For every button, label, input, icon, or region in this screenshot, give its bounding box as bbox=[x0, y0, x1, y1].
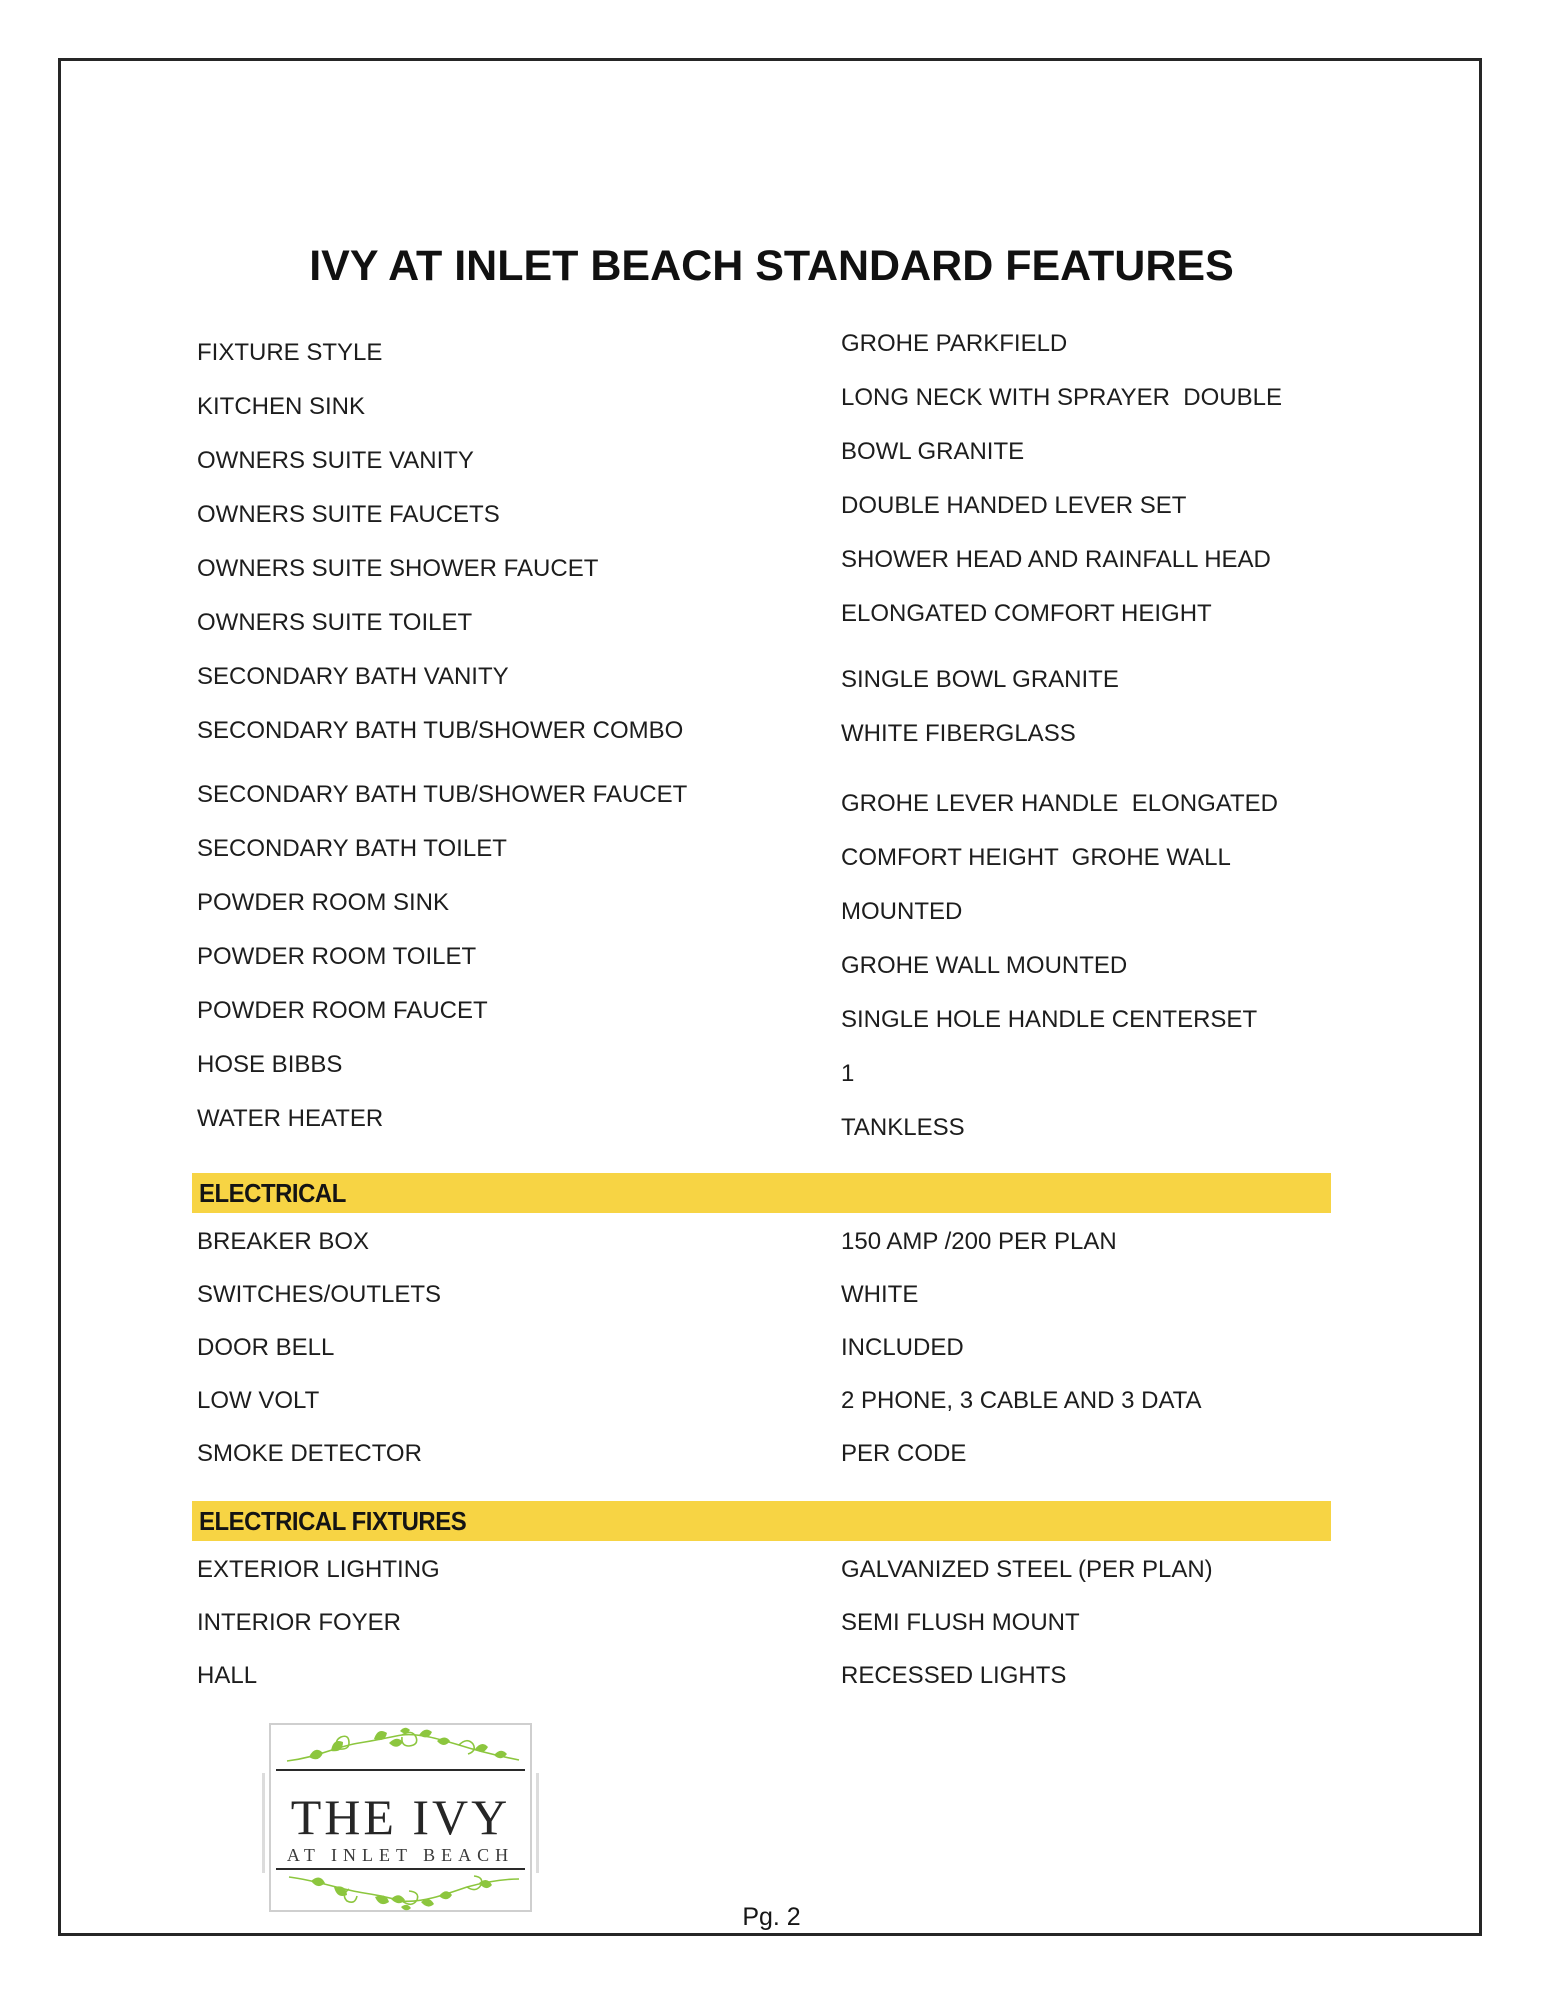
feature-value: WHITE FIBERGLASS bbox=[841, 720, 1076, 747]
row-value: SEMI FLUSH MOUNT bbox=[841, 1609, 1080, 1636]
feature-value: ELONGATED COMFORT HEIGHT bbox=[841, 600, 1212, 627]
row-value: 2 PHONE, 3 CABLE AND 3 DATA bbox=[841, 1387, 1202, 1414]
row-label: DOOR BELL bbox=[197, 1334, 335, 1361]
row-value: INCLUDED bbox=[841, 1334, 964, 1361]
feature-value: 1 bbox=[841, 1060, 855, 1087]
feature-label: FIXTURE STYLE bbox=[197, 339, 383, 366]
row-label: BREAKER BOX bbox=[197, 1228, 370, 1255]
row-value: PER CODE bbox=[841, 1440, 967, 1467]
row-value: GALVANIZED STEEL (PER PLAN) bbox=[841, 1556, 1213, 1583]
feature-label: POWDER ROOM TOILET bbox=[197, 943, 477, 970]
row-label: SWITCHES/OUTLETS bbox=[197, 1281, 442, 1308]
feature-value: MOUNTED bbox=[841, 898, 963, 925]
row-label: EXTERIOR LIGHTING bbox=[197, 1556, 440, 1583]
table-row bbox=[192, 1608, 1331, 1661]
feature-value: SINGLE HOLE HANDLE CENTERSET bbox=[841, 1006, 1258, 1033]
feature-value: LONG NECK WITH SPRAYER DOUBLE bbox=[841, 384, 1282, 411]
row-label: SMOKE DETECTOR bbox=[197, 1440, 422, 1467]
section-electrical-fixtures bbox=[192, 1501, 1331, 1714]
logo-left-tick bbox=[262, 1773, 265, 1873]
feature-label: SECONDARY BATH VANITY bbox=[197, 663, 509, 690]
row-label: LOW VOLT bbox=[197, 1387, 320, 1414]
table-row bbox=[192, 1227, 1331, 1280]
page-title: IVY AT INLET BEACH STANDARD FEATURES bbox=[309, 242, 1234, 290]
feature-label: OWNERS SUITE SHOWER FAUCET bbox=[197, 555, 599, 582]
section-highlight-bar bbox=[192, 1173, 1331, 1213]
section-title: ELECTRICAL bbox=[199, 1177, 346, 1208]
section-highlight-bar bbox=[192, 1501, 1331, 1541]
logo-tagline: AT INLET BEACH bbox=[286, 1845, 515, 1865]
page-number: Pg. 2 bbox=[742, 1903, 801, 1931]
row-value: 150 AMP /200 PER PLAN bbox=[841, 1228, 1117, 1255]
table-row bbox=[192, 1555, 1331, 1608]
feature-value: DOUBLE HANDED LEVER SET bbox=[841, 492, 1187, 519]
features-value-column bbox=[841, 329, 1282, 1167]
table-row bbox=[192, 1280, 1331, 1333]
the-ivy-logo bbox=[269, 1723, 532, 1912]
feature-value: GROHE LEVER HANDLE ELONGATED bbox=[841, 790, 1278, 817]
feature-label: SECONDARY BATH TUB/SHOWER COMBO bbox=[197, 717, 684, 744]
row-value: WHITE bbox=[841, 1281, 919, 1308]
feature-label: HOSE BIBBS bbox=[197, 1051, 343, 1078]
feature-value: TANKLESS bbox=[841, 1114, 965, 1141]
table-row bbox=[192, 1661, 1331, 1714]
feature-label: SECONDARY BATH TUB/SHOWER FAUCET bbox=[197, 781, 688, 808]
ivy-vine-top-decoration bbox=[279, 1727, 526, 1769]
features-label-column bbox=[197, 338, 687, 1158]
section-title: ELECTRICAL FIXTURES bbox=[199, 1505, 467, 1536]
feature-value: SHOWER HEAD AND RAINFALL HEAD bbox=[841, 546, 1271, 573]
table-row bbox=[192, 1333, 1331, 1386]
section-rows bbox=[192, 1227, 1331, 1492]
feature-value: GROHE WALL MOUNTED bbox=[841, 952, 1128, 979]
section-electrical bbox=[192, 1173, 1331, 1492]
feature-label: OWNERS SUITE VANITY bbox=[197, 447, 474, 474]
feature-value: BOWL GRANITE bbox=[841, 438, 1025, 465]
table-row bbox=[192, 1386, 1331, 1439]
logo-wordmark: THE IVY bbox=[290, 1789, 511, 1845]
feature-label: POWDER ROOM SINK bbox=[197, 889, 450, 916]
feature-value: COMFORT HEIGHT GROHE WALL bbox=[841, 844, 1231, 871]
feature-label: OWNERS SUITE FAUCETS bbox=[197, 501, 500, 528]
row-label: HALL bbox=[197, 1662, 258, 1689]
feature-value: SINGLE BOWL GRANITE bbox=[841, 666, 1119, 693]
feature-label: KITCHEN SINK bbox=[197, 393, 366, 420]
feature-label: OWNERS SUITE TOILET bbox=[197, 609, 473, 636]
feature-label: WATER HEATER bbox=[197, 1105, 384, 1132]
table-row bbox=[192, 1439, 1331, 1492]
feature-label: SECONDARY BATH TOILET bbox=[197, 835, 507, 862]
row-label: INTERIOR FOYER bbox=[197, 1609, 402, 1636]
feature-label: POWDER ROOM FAUCET bbox=[197, 997, 488, 1024]
logo-right-tick bbox=[536, 1773, 539, 1873]
feature-value: GROHE PARKFIELD bbox=[841, 330, 1068, 357]
section-rows bbox=[192, 1555, 1331, 1714]
row-value: RECESSED LIGHTS bbox=[841, 1662, 1067, 1689]
